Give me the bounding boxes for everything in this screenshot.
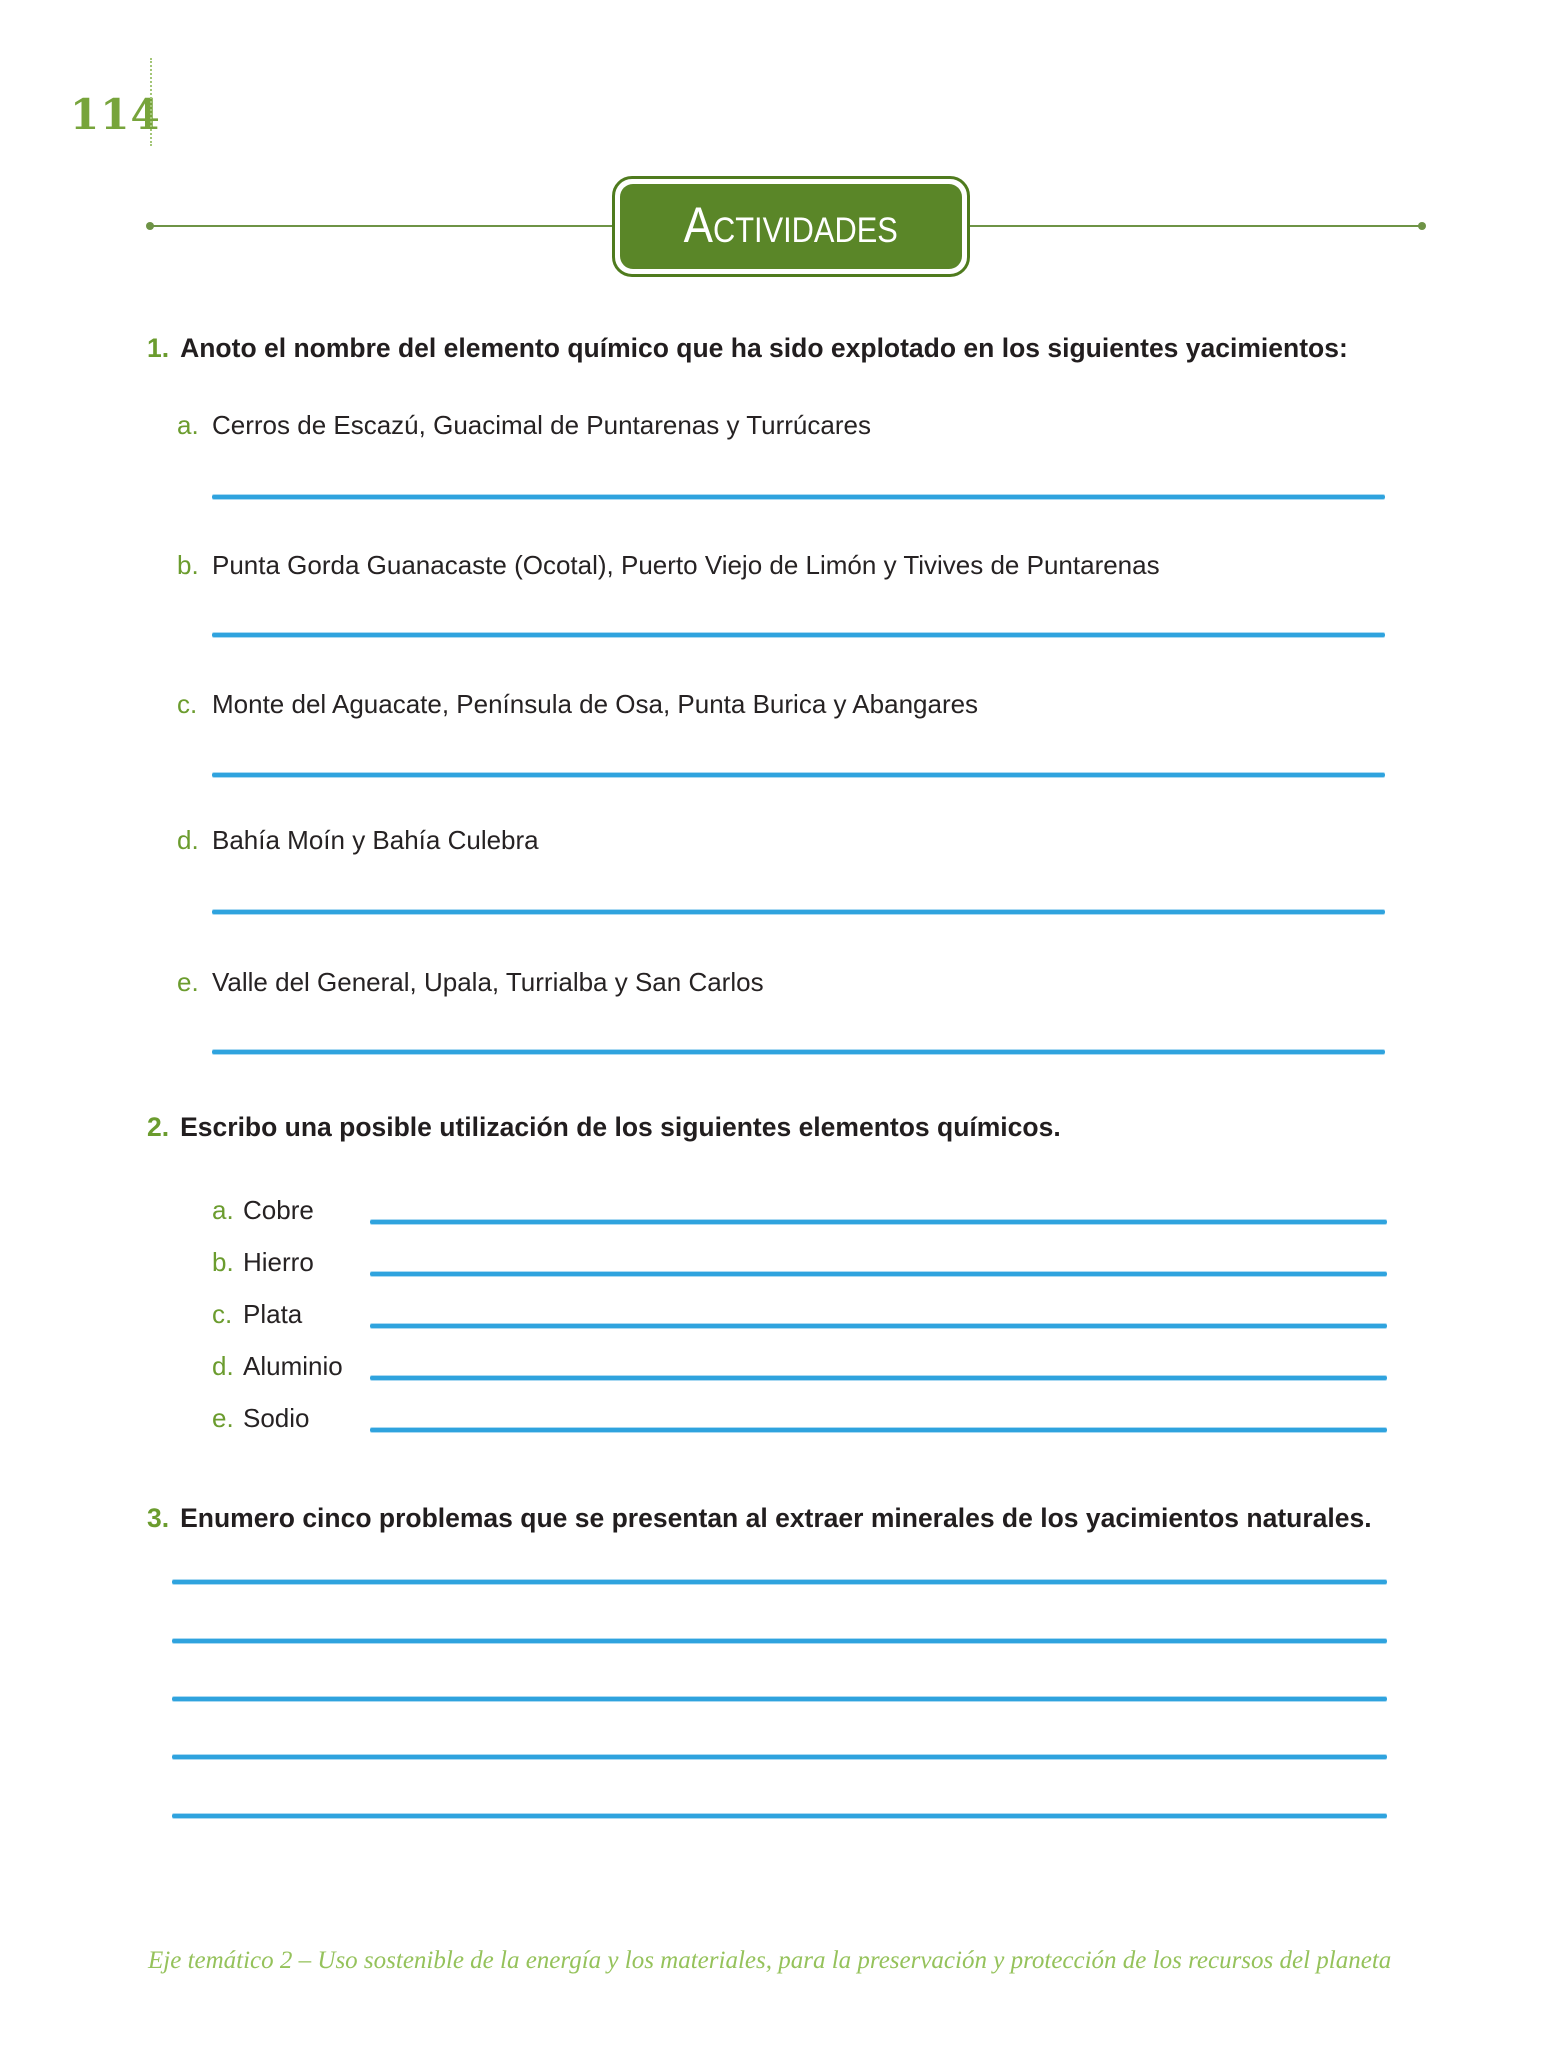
q1-item-b-text: Punta Gorda Guanacaste (Ocotal), Puerto Viejo de Limón y Tivives de Puntarenas: [212, 550, 1160, 580]
q2-item-c: [212, 1298, 302, 1330]
question-1-text: Anoto el nombre del elemento químico que ha sido explotado en los siguientes yacimientos:: [180, 333, 1348, 363]
question-1-number: 1.: [147, 333, 170, 363]
q1-item-a: [177, 409, 1417, 441]
q2-item-b: [212, 1246, 314, 1278]
q2-item-b-text: Hierro: [243, 1247, 314, 1277]
answer-line-q3-4[interactable]: [172, 1755, 1387, 1759]
q1-item-a-text: Cerros de Escazú, Guacimal de Puntarenas y Turrúcares: [212, 410, 871, 440]
q2-item-a-text: Cobre: [243, 1195, 314, 1225]
page-number: 114: [70, 90, 161, 139]
q1-item-d-letter: d.: [177, 825, 199, 855]
question-2-text: Escribo una posible utilización de los siguientes elementos químicos.: [180, 1112, 1061, 1142]
q1-item-b: [177, 549, 1417, 581]
answer-line-q1-a[interactable]: [212, 495, 1385, 499]
answer-line-q2-e[interactable]: [370, 1428, 1387, 1432]
q1-item-a-letter: a.: [177, 410, 199, 440]
q1-item-c-letter: c.: [177, 689, 198, 719]
activities-badge: [612, 176, 970, 277]
page-number-divider: [150, 58, 152, 146]
answer-line-q3-2[interactable]: [172, 1639, 1387, 1643]
answer-line-q1-b[interactable]: [212, 633, 1385, 637]
footer-theme-caption: Eje temático 2 – Uso sostenible de la energía y los materiales, para la preservación y protección de los recursos del planeta: [148, 1947, 1392, 1974]
answer-line-q2-d[interactable]: [370, 1376, 1387, 1380]
q1-item-d-text: Bahía Moín y Bahía Culebra: [212, 825, 539, 855]
badge-title: Actividades: [683, 196, 899, 253]
question-3-number: 3.: [147, 1503, 170, 1533]
q2-item-a-letter: a.: [212, 1195, 234, 1225]
answer-line-q2-a[interactable]: [370, 1220, 1387, 1224]
q1-item-c-text: Monte del Aguacate, Península de Osa, Punta Burica y Abangares: [212, 689, 979, 719]
answer-line-q3-3[interactable]: [172, 1697, 1387, 1701]
answer-line-q3-1[interactable]: [172, 1580, 1387, 1584]
question-1-heading: [147, 332, 1447, 364]
q2-item-e: [212, 1402, 310, 1434]
q2-item-e-letter: e.: [212, 1403, 234, 1433]
q2-item-a: [212, 1194, 314, 1226]
q2-item-d-letter: d.: [212, 1351, 234, 1381]
answer-line-q2-b[interactable]: [370, 1272, 1387, 1276]
question-2-heading: [147, 1111, 1447, 1143]
activities-badge-inner: [620, 184, 962, 269]
q2-item-c-text: Plata: [243, 1299, 303, 1329]
q1-item-d: [177, 824, 1417, 856]
q2-item-c-letter: c.: [212, 1299, 233, 1329]
q2-item-d: [212, 1350, 343, 1382]
answer-line-q1-c[interactable]: [212, 773, 1385, 777]
answer-line-q1-d[interactable]: [212, 910, 1385, 914]
answer-line-q3-5[interactable]: [172, 1814, 1387, 1818]
q2-item-d-text: Aluminio: [243, 1351, 343, 1381]
q2-item-b-letter: b.: [212, 1247, 234, 1277]
q1-item-e-letter: e.: [177, 967, 199, 997]
q1-item-c: [177, 688, 1417, 720]
q1-item-b-letter: b.: [177, 550, 199, 580]
answer-line-q1-e[interactable]: [212, 1050, 1385, 1054]
q1-item-e-text: Valle del General, Upala, Turrialba y San Carlos: [212, 967, 764, 997]
q1-item-e: [177, 966, 1417, 998]
question-3-text: Enumero cinco problemas que se presentan al extraer minerales de los yacimientos naturales.: [180, 1503, 1372, 1533]
answer-line-q2-c[interactable]: [370, 1324, 1387, 1328]
q2-item-e-text: Sodio: [243, 1403, 310, 1433]
rule-dot-right: [1418, 222, 1426, 230]
question-2-number: 2.: [147, 1112, 170, 1142]
rule-dot-left: [146, 222, 154, 230]
question-3-heading: [147, 1502, 1447, 1534]
